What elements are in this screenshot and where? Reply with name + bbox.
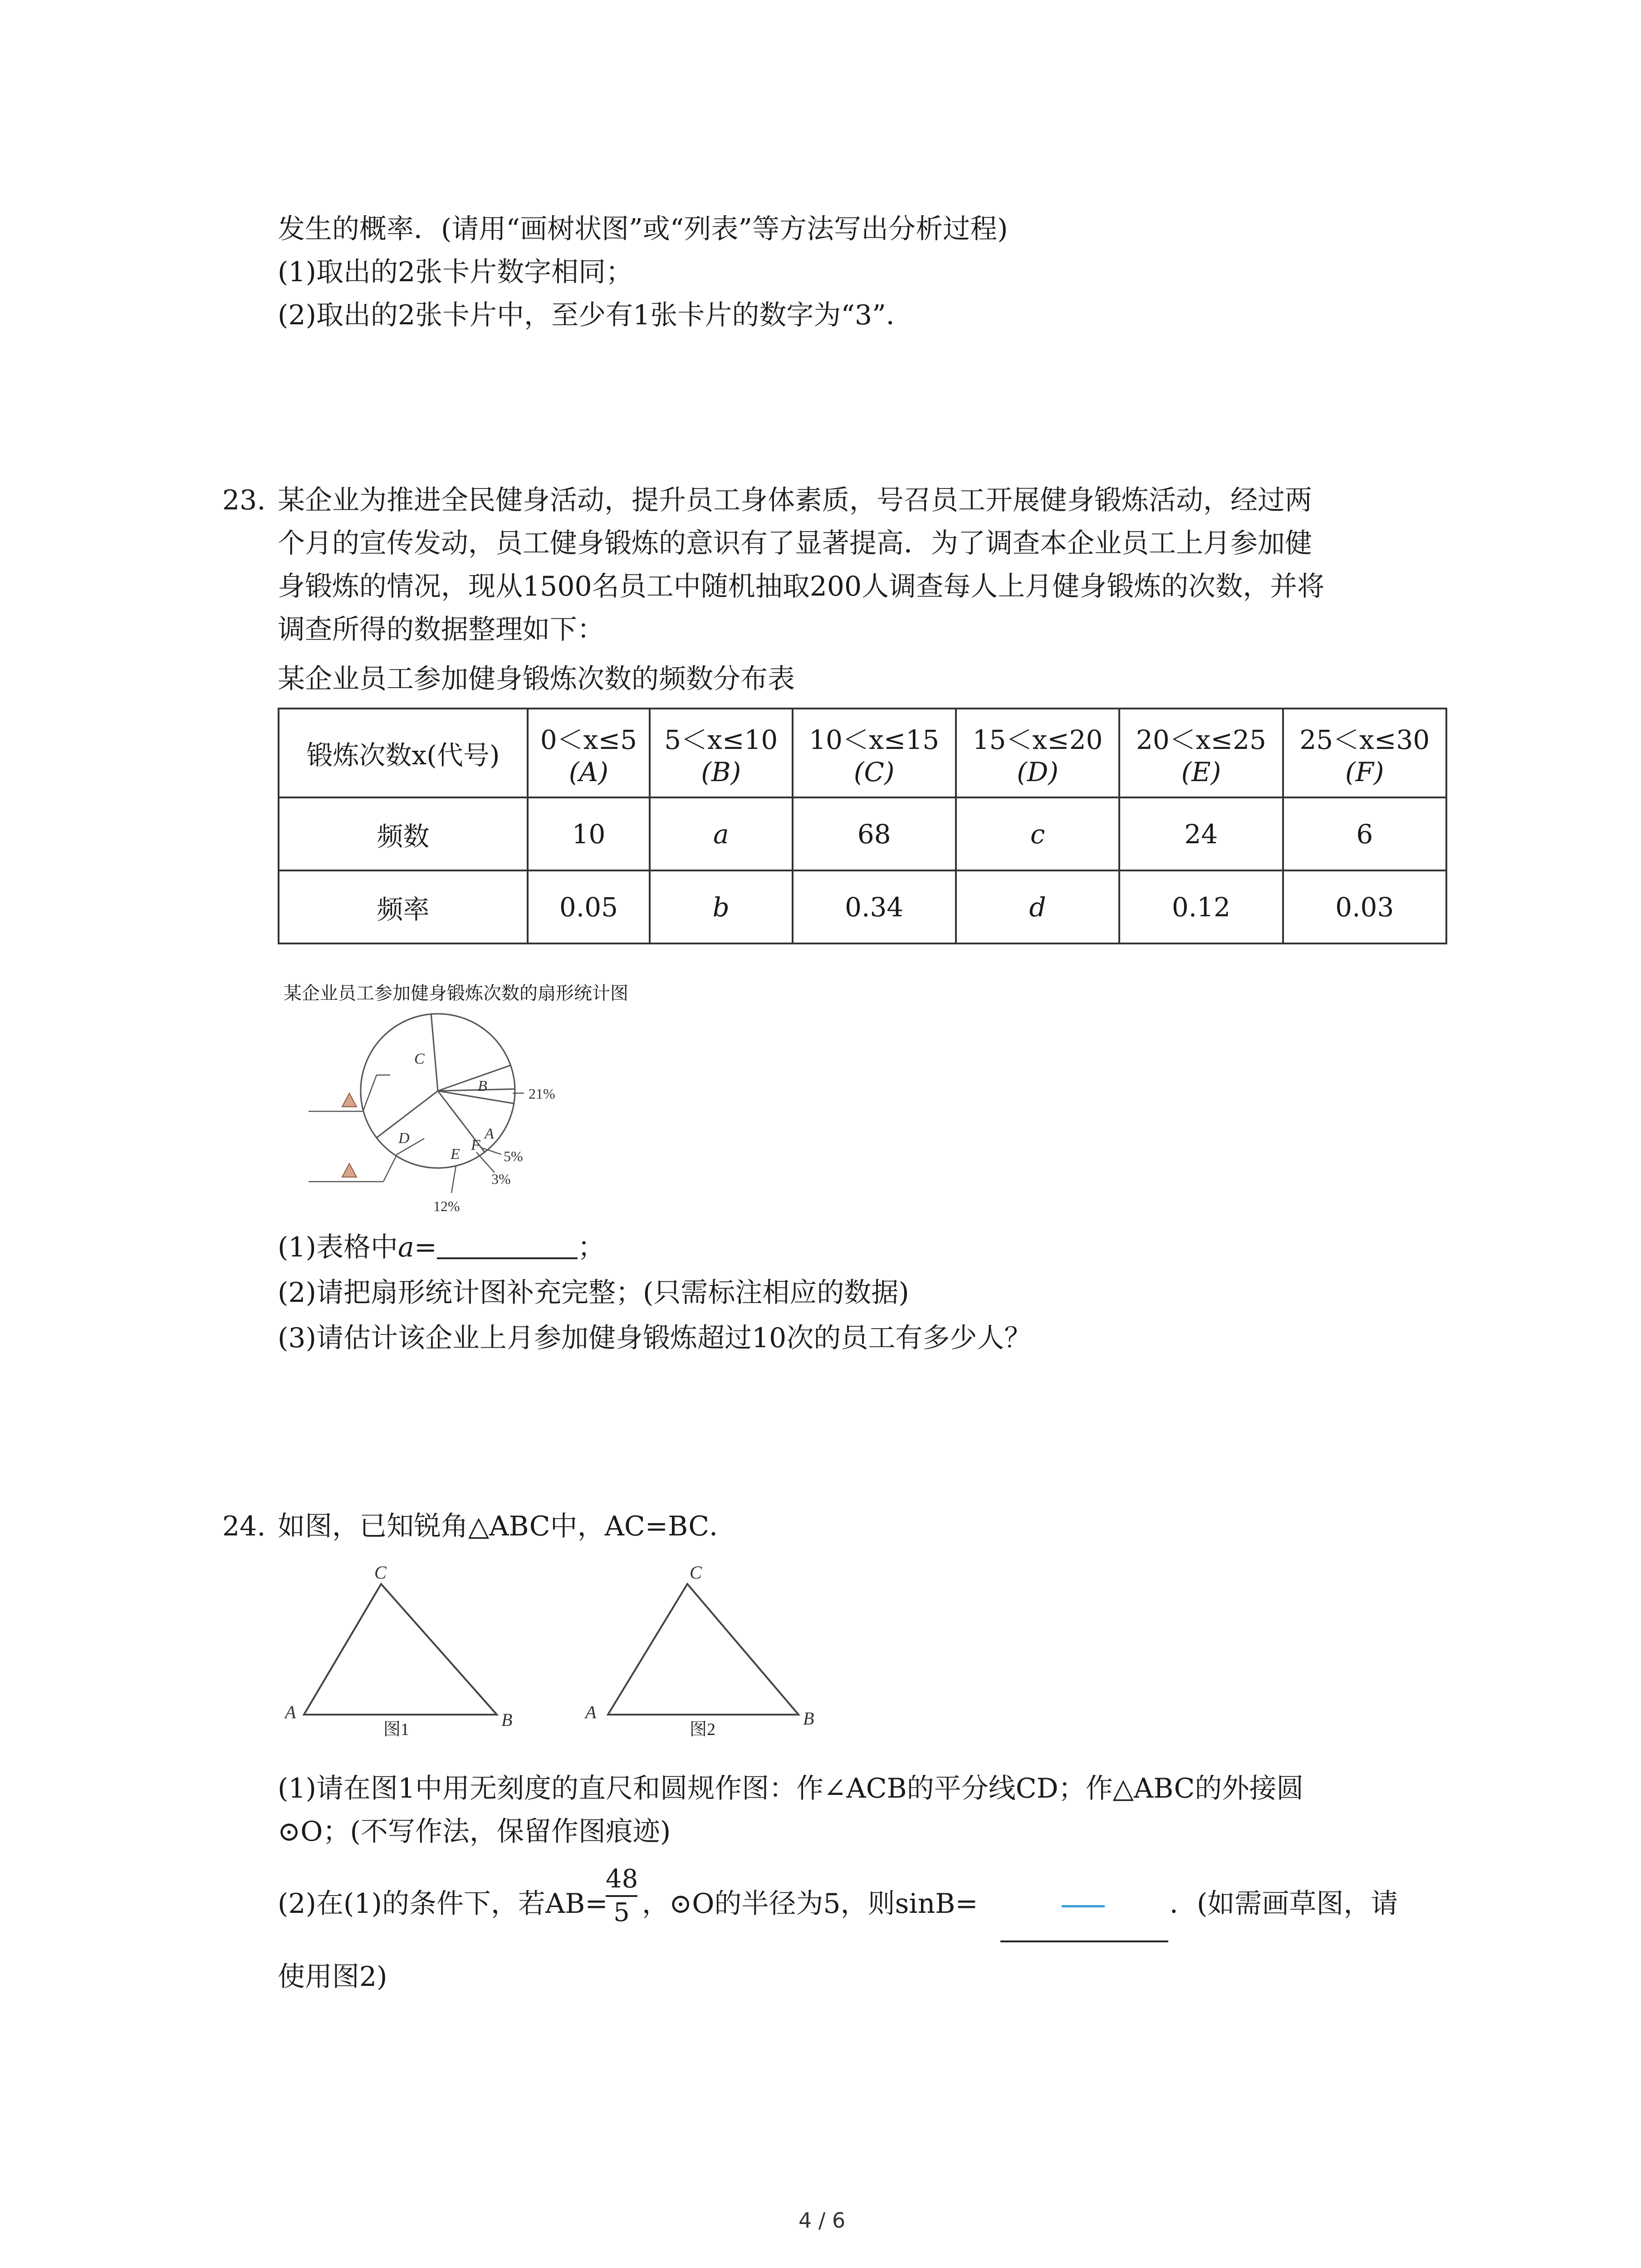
answer-placeholder-dash (1062, 1905, 1105, 1907)
rate-a: 0.05 (528, 870, 650, 943)
q24-part2-line2: 使用图2) (278, 1961, 387, 1993)
rate-b: b (650, 870, 793, 943)
count-b: a (650, 797, 793, 870)
triangle-figure-1 (272, 1547, 554, 1737)
fraction-denominator: 5 (613, 1898, 630, 1927)
vertex-b-label: B (803, 1708, 814, 1729)
rate-c: 0.34 (793, 870, 956, 943)
table-col-c-header: 10＜x≤15 (C) (793, 709, 956, 797)
rate-f: 0.03 (1283, 870, 1446, 943)
q23-part3: (3)请估计该企业上月参加健身锻炼超过10次的员工有多少人？ (278, 1322, 1032, 1354)
q23-number: 23. (222, 484, 266, 516)
q24-part1-line1: (1)请在图1中用无刻度的直尺和圆规作图：作∠ACB的平分线CD；作△ABC的外接圆 (278, 1773, 1304, 1804)
table-row-rate (279, 870, 1446, 943)
vertex-c-label: C (374, 1562, 387, 1583)
prev-question-part1: (1)取出的2张卡片数字相同； (278, 256, 633, 288)
row-label-count: 频数 (279, 797, 528, 870)
pie-slice-label-f: F (471, 1137, 480, 1154)
pie-slice-label-a: A (485, 1125, 494, 1142)
pie-percent-a: 5% (504, 1148, 523, 1164)
vertex-a-label: A (285, 1702, 296, 1722)
frequency-table (278, 708, 1447, 944)
q23-stem-line-2: 个月的宣传发动，员工健身锻炼的意识有了显著提高．为了调查本企业员工上月参加健 (278, 528, 1312, 559)
callout-d-2 (383, 1154, 397, 1182)
pie-chart (272, 1012, 635, 1229)
vertex-c-label: C (690, 1562, 702, 1583)
table-col-a-header: 0＜x≤5 (A) (528, 709, 650, 797)
table-header-label: 锻炼次数x(代号) (279, 709, 528, 797)
triangle-marker-d (342, 1163, 357, 1177)
pie-percent-f: 3% (491, 1171, 511, 1187)
q24-number: 24. (222, 1510, 266, 1542)
count-e: 24 (1119, 797, 1283, 870)
pie-slice-label-d: D (398, 1130, 410, 1147)
table-col-e-header: 20＜x≤25 (E) (1119, 709, 1283, 797)
pie-slice-label-e: E (451, 1146, 460, 1163)
table-col-b-header: 5＜x≤10 (B) (650, 709, 793, 797)
q24-part2-prefix: (2)在(1)的条件下，若AB= (278, 1888, 608, 1920)
triangle-figure-2 (576, 1547, 857, 1737)
figure-1-caption: 图1 (383, 1720, 410, 1737)
count-d: c (956, 797, 1119, 870)
pie-leader-f (476, 1152, 495, 1173)
pie-chart-title: 某企业员工参加健身锻炼次数的扇形统计图 (284, 983, 628, 1004)
q24-part2-tail: ．(如需画草图，请 (1170, 1888, 1398, 1920)
vertex-a-label: A (585, 1702, 597, 1722)
prev-question-line: 发生的概率．(请用“画树状图”或“列表”等方法写出分析过程) (278, 213, 1008, 245)
fraction-numerator: 48 (606, 1863, 637, 1897)
vertex-b-label: B (501, 1710, 513, 1730)
q23-stem-line-3: 身锻炼的情况，现从1500名员工中随机抽取200人调查每人上月健身锻炼的次数，并将 (278, 571, 1325, 602)
pie-slice-label-b: B (478, 1078, 487, 1095)
pie-percent-b: 21% (529, 1085, 555, 1102)
answer-blank-sinb[interactable] (1000, 1941, 1168, 1942)
table-row-count (279, 797, 1446, 870)
ab-fraction (606, 1863, 637, 1929)
q23-stem-line-1: 某企业为推进全民健身活动，提升员工身体素质，号召员工开展健身锻炼活动，经过两 (278, 484, 1312, 516)
pie-wedges (361, 1014, 515, 1168)
row-label-rate: 频率 (279, 870, 528, 943)
table-col-d-header: 15＜x≤20 (D) (956, 709, 1119, 797)
table-title: 某企业员工参加健身锻炼次数的频数分布表 (278, 663, 795, 695)
page-number: 4 / 6 (798, 2208, 846, 2233)
table-col-f-header: 25＜x≤30 (F) (1283, 709, 1446, 797)
answer-blank-a[interactable] (437, 1230, 578, 1259)
q24-stem: 如图，已知锐角△ABC中，AC=BC． (278, 1510, 737, 1542)
count-a: 10 (528, 797, 650, 870)
q23-stem-line-4: 调查所得的数据整理如下： (278, 614, 604, 645)
triangle-marker-c (342, 1093, 357, 1107)
pie-percent-e: 12% (433, 1198, 460, 1214)
q23-part2: (2)请把扇形统计图补充完整；(只需标注相应的数据) (278, 1277, 909, 1309)
rate-e: 0.12 (1119, 870, 1283, 943)
count-c: 68 (793, 797, 956, 870)
q24-part2-mid: ，⊙O的半径为5，则sinB= (642, 1888, 978, 1920)
pie-slice-label-c: C (414, 1051, 425, 1067)
rate-d: d (956, 870, 1119, 943)
figure-2-caption: 图2 (690, 1720, 716, 1737)
q24-part1-line2: ⊙O；(不写作法，保留作图痕迹) (278, 1816, 671, 1848)
q23-part1: (1)表格中a= ； (278, 1229, 605, 1266)
count-f: 6 (1283, 797, 1446, 870)
prev-question-part2: (2)取出的2张卡片中，至少有1张卡片的数字为“3”． (278, 299, 913, 331)
pie-leader-e (451, 1166, 456, 1193)
